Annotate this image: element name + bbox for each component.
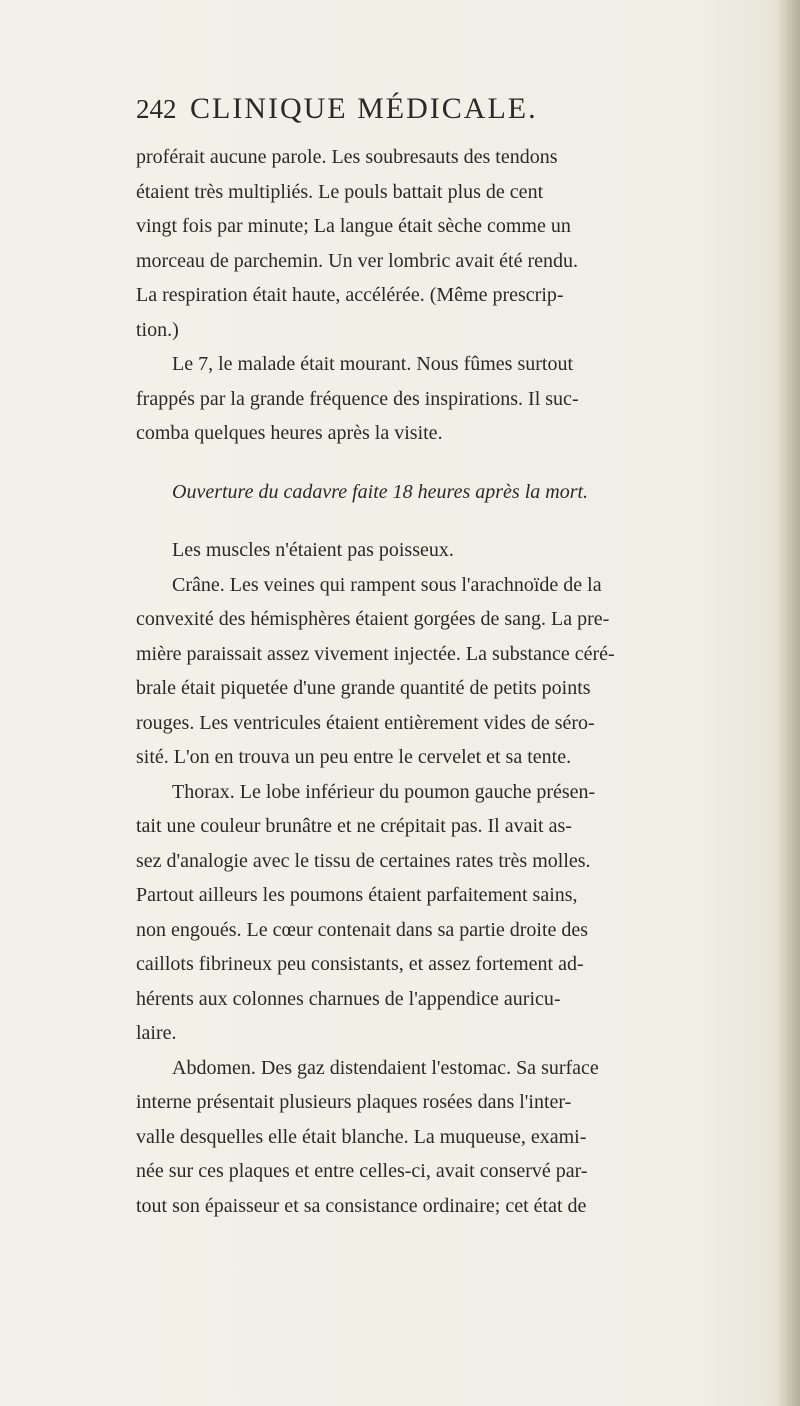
page-header: [136, 92, 696, 132]
text-line: rouges. Les ventricules étaient entièrement vides de séro-: [136, 711, 595, 734]
paragraph-start: Le 7, le malade était mourant. Nous fûmes surtout: [172, 353, 574, 375]
text-line: frappés par la grande fréquence des inspirations. Il suc-: [136, 387, 579, 410]
text-line: née sur ces plaques et entre celles-ci, avait conservé par-: [136, 1160, 588, 1182]
text-line: morceau de parchemin. Un ver lombric avait été rendu.: [136, 249, 579, 272]
text-line: mière paraissait assez vivement injectée. La substance céré-: [136, 642, 615, 665]
text-line: brale était piquetée d'une grande quantité de petits points: [136, 677, 591, 699]
text-line: non engoués. Le cœur contenait dans sa partie droite des: [136, 918, 589, 941]
section-heading: Ouverture du cadavre faite 18 heures après la mort.: [172, 480, 589, 503]
text-line: interne présentait plusieurs plaques rosées dans l'inter-: [136, 1091, 572, 1113]
spacer: [136, 509, 736, 533]
text-line: étaient très multipliés. Le pouls battait plus de cent: [136, 180, 544, 203]
text-line: Partout ailleurs les poumons étaient parfaitement sains,: [136, 884, 578, 906]
running-head: CLINIQUE MÉDICALE.: [190, 92, 538, 125]
text-line: hérents aux colonnes charnues de l'appendice auricu-: [136, 987, 561, 1010]
text-line: tout son épaisseur et sa consistance ordinaire; cet état de: [136, 1194, 587, 1217]
paragraph-start: Les muscles n'étaient pas poisseux.: [172, 539, 454, 561]
text-line: caillots fibrineux peu consistants, et assez fortement ad-: [136, 953, 584, 975]
text-line: proférait aucune parole. Les soubresauts des tendons: [136, 146, 558, 168]
page-edge: [778, 0, 800, 1406]
paragraph-start: Crâne. Les veines qui rampent sous l'arachnoïde de la: [172, 573, 602, 596]
spacer: [136, 451, 736, 475]
text-line: sez d'analogie avec le tissu de certaines rates très molles.: [136, 849, 591, 872]
text-line: laire.: [136, 1022, 177, 1044]
page-number: 242: [136, 94, 177, 124]
text-line: La respiration était haute, accélérée. (Même prescrip-: [136, 284, 564, 306]
paragraph-start: Thorax. Le lobe inférieur du poumon gauche présen-: [172, 780, 596, 803]
text-line: tion.): [136, 318, 179, 341]
text-line: vingt fois par minute; La langue était sèche comme un: [136, 215, 571, 237]
text-line: valle desquelles elle était blanche. La muqueuse, exami-: [136, 1125, 587, 1148]
text-line: comba quelques heures après la visite.: [136, 422, 443, 444]
text-line: convexité des hémisphères étaient gorgées de sang. La pre-: [136, 608, 610, 630]
paragraph-start: Abdomen. Des gaz distendaient l'estomac. Sa surface: [172, 1056, 599, 1079]
text-line: sité. L'on en trouva un peu entre le cervelet et sa tente.: [136, 746, 572, 768]
body-text: [136, 140, 736, 1223]
text-line: tait une couleur brunâtre et ne crépitait pas. Il avait as-: [136, 815, 572, 837]
